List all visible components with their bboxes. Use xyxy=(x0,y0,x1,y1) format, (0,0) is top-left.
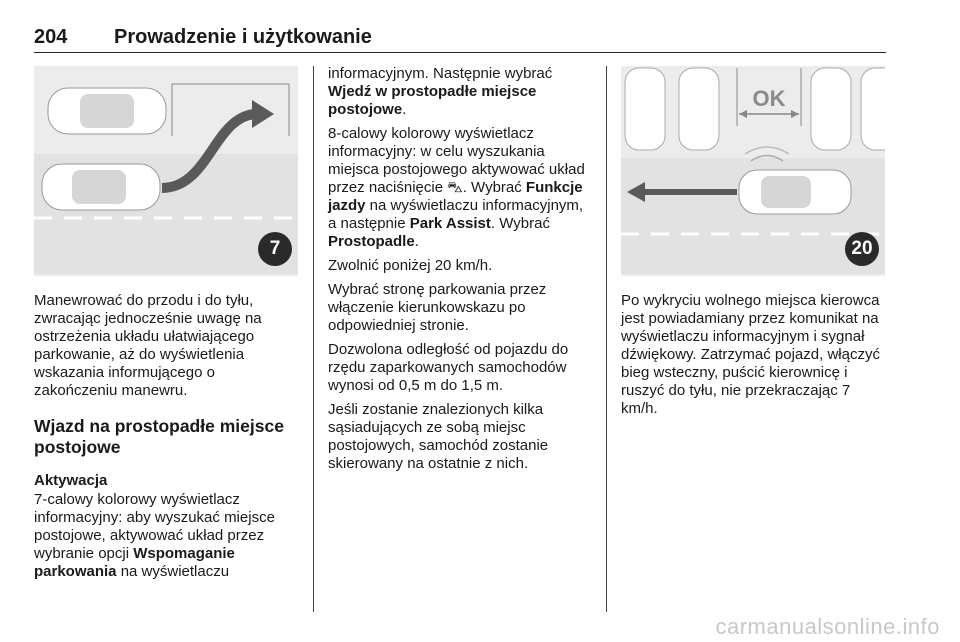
page-header xyxy=(34,26,886,53)
page-number: 204 xyxy=(34,26,68,48)
paragraph-5: Dozwolona odległość od pojazdu do rzędu zaparkowanych samochodów wynosi od 0,5 m do 1,5 m. xyxy=(328,341,569,394)
text-run: na wyświetlaczu informacyjnym, a następnie xyxy=(328,197,584,232)
text-run: 8-calowy kolorowy wyświetlacz informacyjny: w celu wyszukania miejsca postojowego aktywować układ przez naciśnięcie xyxy=(328,125,585,196)
figure-7 xyxy=(34,66,298,276)
paragraph-1: Po wykryciu wolnego miejsca kierowca jest powiadamiany przez komunikat na wyświetlaczu informacyjnym i sygnał dźwiękowy. Zatrzymać pojazd, włączyć bieg wsteczny, puścić kierownicę i ruszyć do tyłu, nie przekraczając 7 km/h. xyxy=(621,292,880,417)
moving-car xyxy=(42,164,160,210)
figure-number-badge: 7 xyxy=(258,232,292,266)
section-title: Prowadzenie i użytkowanie xyxy=(114,26,372,48)
text-run: . xyxy=(402,101,407,118)
section-heading: Wjazd na prostopadłe miejsce postojowe xyxy=(34,416,284,457)
figure-number-badge: 20 xyxy=(845,232,879,266)
watermark: carmanualsonline.info xyxy=(715,614,940,639)
text-run: . Wybrać xyxy=(490,215,550,232)
paragraph-2 xyxy=(328,125,594,251)
column-divider xyxy=(313,66,314,612)
column-3 xyxy=(621,66,887,424)
parked-car xyxy=(48,88,166,134)
subheading-activation: Aktywacja xyxy=(34,472,108,489)
searching-car xyxy=(739,170,851,214)
figure-20 xyxy=(621,66,885,276)
text-run: . xyxy=(414,233,419,250)
car-icon: ⛍ xyxy=(447,179,463,196)
text-run: . Wybrać xyxy=(462,179,526,196)
paragraph-4: Wybrać stronę parkowania przez włączenie kierunkowskazu po odpowiedniej stronie. xyxy=(328,281,547,334)
column-1 xyxy=(34,66,300,587)
bold-term: Wjedź w prostopadłe miejsce postojowe xyxy=(328,83,537,118)
text-run: 7-calowy kolorowy wyświetlacz informacyjny: aby wyszukać miejsce postojowe, aktywować układ przez wybranie opcji xyxy=(34,491,275,562)
activation-paragraph xyxy=(34,491,300,581)
intro-paragraph: Manewrować do przodu i do tyłu, zwracając jednocześnie uwagę na ostrzeżenia układu ułatwiającego parkowanie, aż do wyświetlenia wskazania informującego o zakończeniu manewru. xyxy=(34,292,262,399)
column-2 xyxy=(328,65,594,479)
ok-label: OK xyxy=(752,86,786,111)
paragraph-6: Jeśli zostanie znalezionych kilka sąsiadujących ze sobą miejsc postojowych, samochód zostanie skierowany na ostatnie z nich. xyxy=(328,401,549,472)
bold-term: Funkcje jazdy xyxy=(328,179,583,214)
paragraph-3: Zwolnić poniżej 20 km/h. xyxy=(328,257,493,274)
text-run: na wyświetlaczu xyxy=(116,563,230,580)
bold-term: Prostopadle xyxy=(328,233,415,250)
text-run: informacyjnym. Następnie wybrać xyxy=(328,65,553,82)
bold-term: Wspomaganie parkowania xyxy=(34,545,235,580)
bold-term: Park Assist xyxy=(409,215,491,232)
column-divider xyxy=(606,66,607,612)
paragraph-1 xyxy=(328,65,594,119)
